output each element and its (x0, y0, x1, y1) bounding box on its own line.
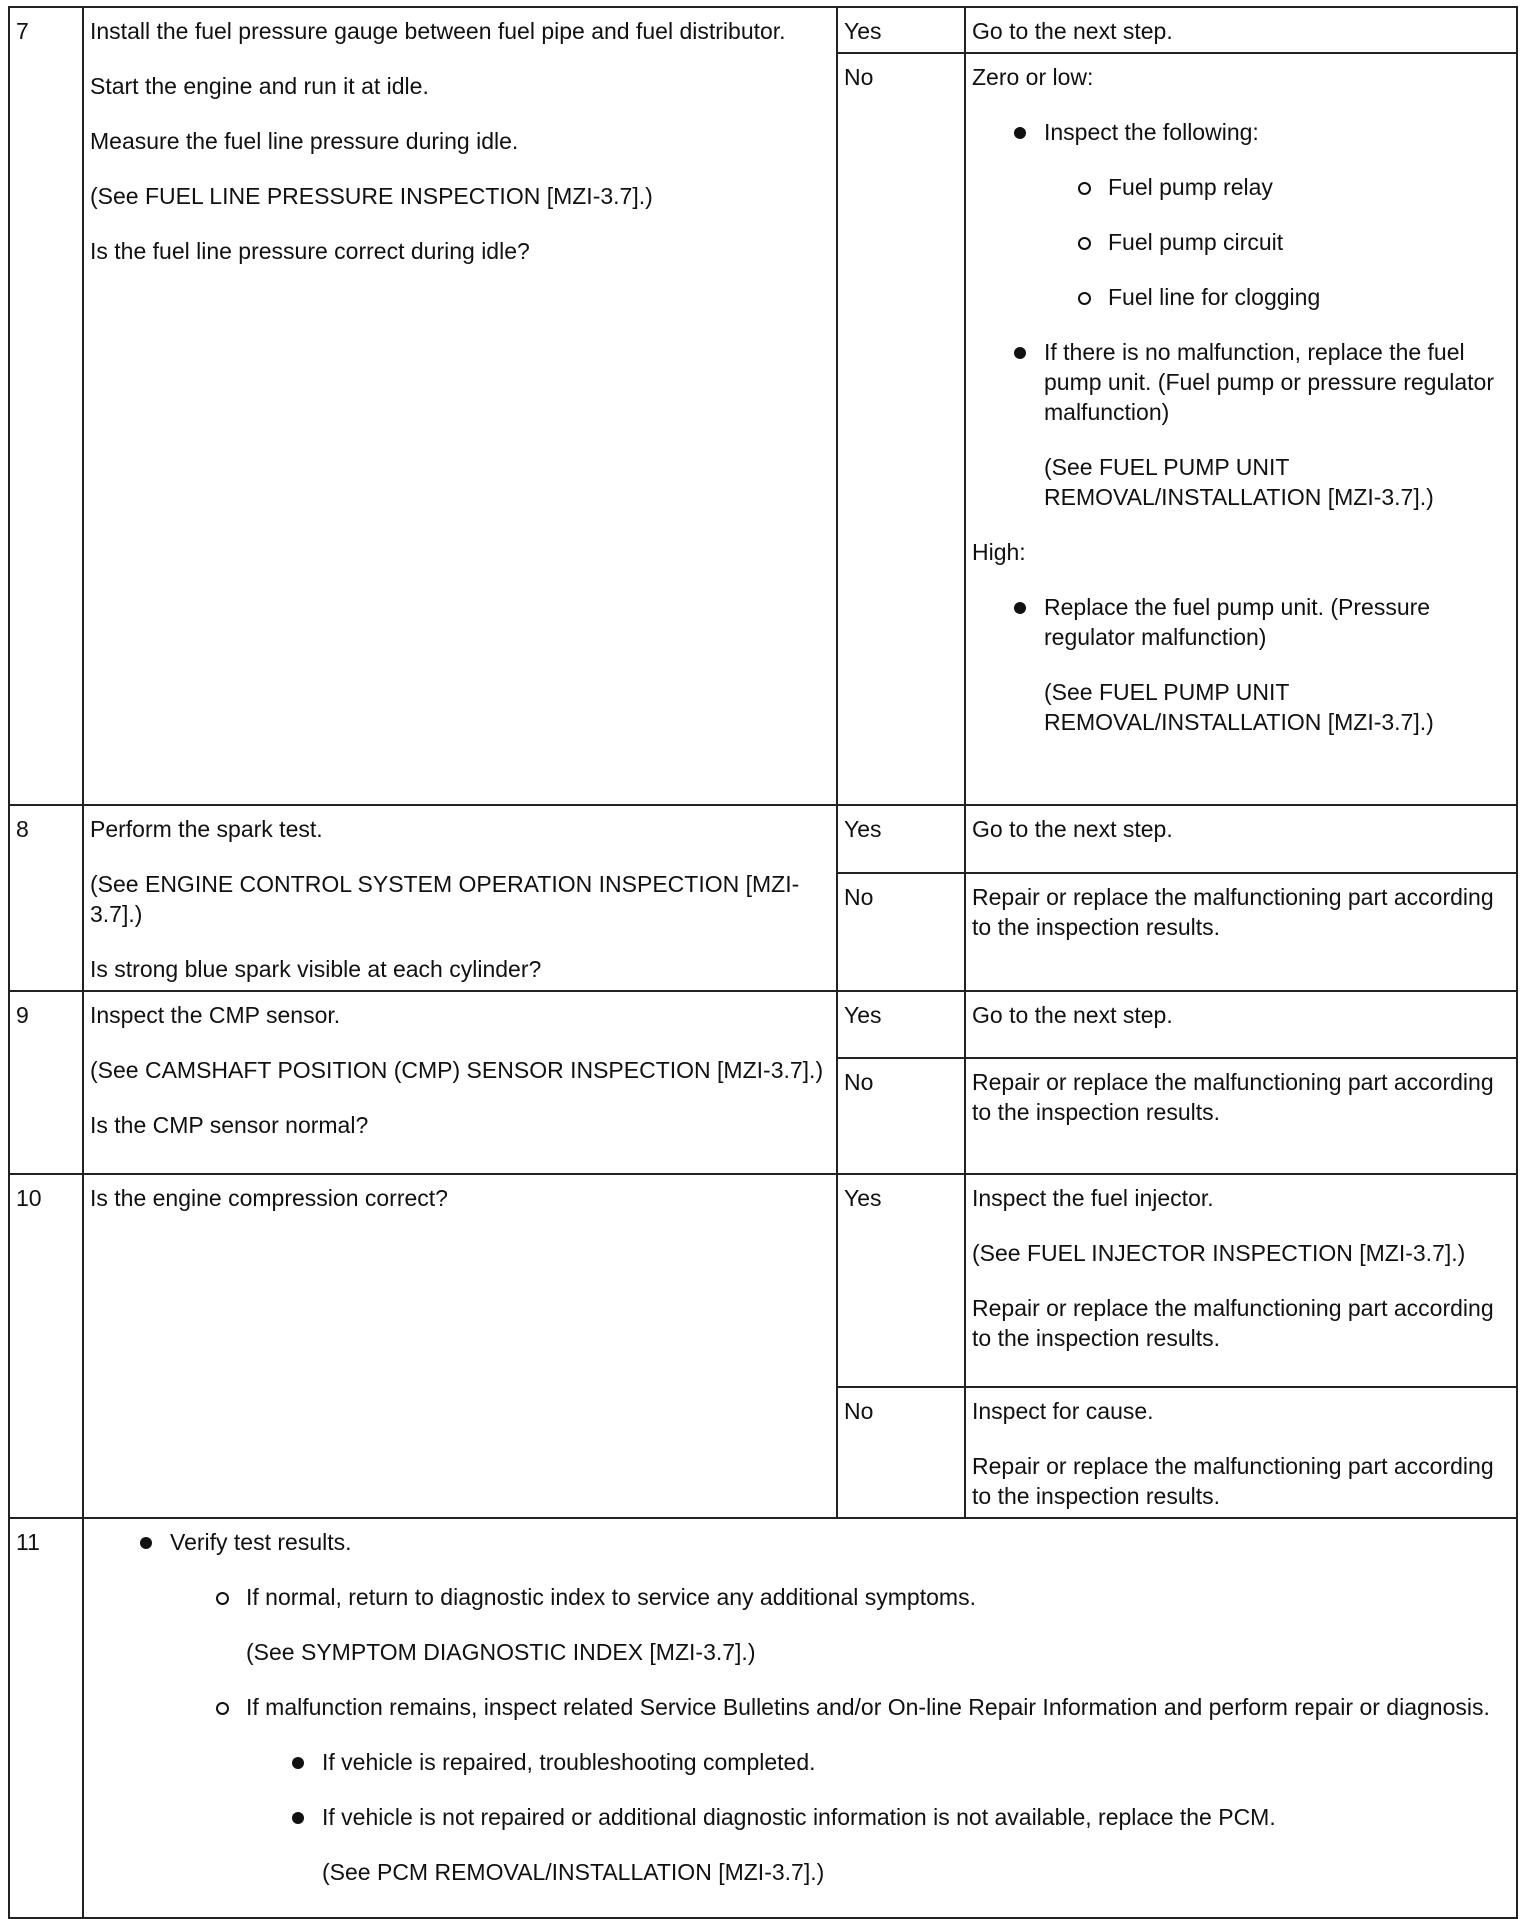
yes-action: Go to the next step. (965, 7, 1517, 53)
replace-text: Replace the fuel pump unit. (Pressure regulator malfunction) (1044, 594, 1431, 650)
check-text: (See ENGINE CONTROL SYSTEM OPERATION INSPECTION [MZI-3.7].) (90, 871, 800, 927)
check-text: Is the engine compression correct? (90, 1185, 448, 1211)
bullet-item (1044, 592, 1510, 737)
bullet-item (1044, 117, 1510, 312)
inspect-list (1044, 172, 1510, 312)
step-10-row-yes (9, 1174, 1517, 1387)
check-text: Is the fuel line pressure correct during idle? (90, 238, 530, 264)
normal-bullet: If normal, return to diagnostic index to service any additional symptoms. (90, 1582, 1510, 1612)
yes-action: Go to the next step. (965, 805, 1517, 873)
no-label: No (837, 1387, 965, 1518)
step-9-row-yes (9, 991, 1517, 1058)
repaired-bullet: If vehicle is repaired, troubleshooting completed. (90, 1747, 1510, 1777)
bullet-item (1044, 337, 1510, 512)
step-check (83, 805, 837, 991)
pcm-reference: (See PCM REMOVAL/INSTALLATION [MZI-3.7].) (322, 1859, 825, 1885)
step-11-row (9, 1518, 1517, 1918)
action-text: (See FUEL INJECTOR INSPECTION [MZI-3.7].) (972, 1240, 1466, 1266)
remains-bullet: If malfunction remains, inspect related Service Bulletins and/or On-line Repair Information and perform repair or diagnosis. (90, 1692, 1510, 1722)
step-11-content (83, 1518, 1517, 1918)
check-text: Is strong blue spark visible at each cylinder? (90, 956, 542, 982)
normal-reference: (See SYMPTOM DIAGNOSTIC INDEX [MZI-3.7].) (246, 1639, 756, 1665)
check-text: (See CAMSHAFT POSITION (CMP) SENSOR INSPECTION [MZI-3.7].) (90, 1057, 824, 1083)
step-check (83, 7, 837, 805)
step-number: 11 (9, 1518, 83, 1918)
no-action: Repair or replace the malfunctioning part according to the inspection results. (965, 1058, 1517, 1174)
action-text: Repair or replace the malfunctioning part according to the inspection results. (972, 1453, 1494, 1509)
yes-label: Yes (837, 805, 965, 873)
step-number: 10 (9, 1174, 83, 1518)
step-check (83, 1174, 837, 1518)
step-number: 7 (9, 7, 83, 805)
check-text: Is the CMP sensor normal? (90, 1112, 369, 1138)
yes-action (965, 1174, 1517, 1387)
diagnostic-table (8, 6, 1518, 1919)
yes-label: Yes (837, 991, 965, 1058)
no-action (965, 1387, 1517, 1518)
high-bullets (972, 592, 1510, 737)
yes-label: Yes (837, 7, 965, 53)
no-action (965, 53, 1517, 805)
check-text: (See FUEL LINE PRESSURE INSPECTION [MZI-3.7].) (90, 183, 653, 209)
inspect-intro: Inspect the following: (1044, 119, 1259, 145)
zero-bullets (972, 117, 1510, 512)
no-label: No (837, 873, 965, 991)
no-label: No (837, 1058, 965, 1174)
step-number: 9 (9, 991, 83, 1174)
list-item: Fuel pump relay (1108, 172, 1510, 202)
reference-text: (See FUEL PUMP UNIT REMOVAL/INSTALLATION [MZI-3.7].) (1044, 679, 1434, 735)
check-text: Inspect the CMP sensor. (90, 1002, 341, 1028)
step-7-row-yes (9, 7, 1517, 53)
step-number: 8 (9, 805, 83, 991)
list-item: Fuel line for clogging (1108, 282, 1510, 312)
high-heading: High: (972, 539, 1026, 565)
check-text: Start the engine and run it at idle. (90, 73, 429, 99)
no-label: No (837, 53, 965, 805)
not-repaired-bullet: If vehicle is not repaired or additional diagnostic information is not available, replace the PCM. (90, 1802, 1510, 1832)
reference-text: (See FUEL PUMP UNIT REMOVAL/INSTALLATION [MZI-3.7].) (1044, 454, 1434, 510)
step-check (83, 991, 837, 1174)
check-text: Measure the fuel line pressure during idle. (90, 128, 519, 154)
yes-label: Yes (837, 1174, 965, 1387)
action-text: Repair or replace the malfunctioning part according to the inspection results. (972, 1295, 1494, 1351)
no-action: Repair or replace the malfunctioning part according to the inspection results. (965, 873, 1517, 991)
verify-bullet: Verify test results. (90, 1527, 1510, 1557)
list-item: Fuel pump circuit (1108, 227, 1510, 257)
no-malfunction-text: If there is no malfunction, replace the fuel pump unit. (Fuel pump or pressure regulator malfunction) (1044, 339, 1494, 425)
step-8-row-yes (9, 805, 1517, 873)
check-text: Install the fuel pressure gauge between fuel pipe and fuel distributor. (90, 18, 786, 44)
action-text: Inspect the fuel injector. (972, 1185, 1214, 1211)
check-text: Perform the spark test. (90, 816, 323, 842)
zero-heading: Zero or low: (972, 64, 1094, 90)
action-text: Inspect for cause. (972, 1398, 1154, 1424)
yes-action: Go to the next step. (965, 991, 1517, 1058)
